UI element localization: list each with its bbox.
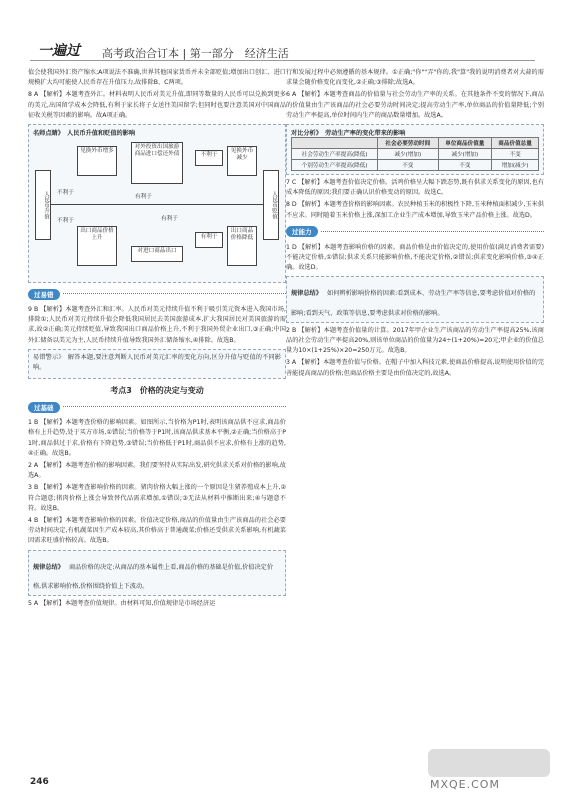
tip-box-title: 名师点睛》 人民币升值和贬值的影响 [33,130,136,138]
rule-title: 规律总结》 [33,563,64,571]
answer-9: 9 B 【解析】本题考查外汇和汇率。人民币对美元持续升值不利于吸引美元资本进入我国市场,排除①;人民币对美元持续升值会降低我国居民去美国旅游成本,扩大我国居民对美国旅游的需求,故②正确;美元持续贬值,导致我国出口商品价格上升,不利于我国外贸企业出口,③正确;中国外汇储备以美元为主,人民币持续升值导致我国外汇储备缩水,④排除。故选B。 [28,306,286,344]
warning-text: 易错警示》 解答本题,要注意判断人民币对美元汇率的变化方向,区分升值与贬值的不同影响。 [33,353,281,372]
ability-bar [286,225,544,239]
table-header: 社会必要劳动时间 [378,138,438,149]
answer-intro-right: 行和发展过程中必须遵循的基本规律。①正确;"你""弄"你的,我"算"我的说明消费者对大蒜的需求量会随价格变化而变化,②正确;③排除;故选A。 [286,69,544,87]
page-number: 246 [30,777,49,787]
diagram-node-7: 有利于 [195,232,223,248]
diagram-label-4: 不利于 [57,218,74,225]
diagram-node-4: 见换外币减少 [227,146,257,176]
rule-title-right: 规律总结》 [291,290,322,298]
basic-bar [28,400,286,414]
table-header-row [292,138,539,149]
error-prone-flag: 过易错 [28,289,60,300]
right-column [286,68,544,381]
diagram-label-3: 有利于 [161,216,178,223]
warning-box [28,349,286,379]
diagram-connector [51,204,263,205]
rule-box [28,550,286,596]
comparison-box [286,124,544,175]
table-cell: 增加(减少) [492,160,539,171]
error-prone-bar [28,287,286,301]
answer-2: 2 A 【解析】本题考查价格的影响因素。我们要坚持从实际出发,研究供求关系对价格的影响,故选A。 [28,462,286,480]
answer-8-right: 8 D 【解析】本题考查价格的影响因素。农民种植玉米的积极性下降,玉米种植面积减少,玉米供不应求。同时随着玉米价格上涨,深加工企业生产成本增加,导致玉米产品价格上涨。故选D。 [286,201,544,219]
table-cell: 社会劳动生产率提高(降低) [292,149,378,160]
table-header: 商品价值总量 [492,138,539,149]
table-header [292,138,378,149]
answer-2-right: 2 B 【解析】本题考查价值量的计算。2017年甲企业生产该商品的劳动生产率提高25%,该商品的社会劳动生产率提高20%,则该单位商品的价值量为24÷(1+20%)=20元;甲企业的价值总量为10×(1+25%)×20=250万元。故选B。 [286,326,544,355]
answer-5: 5 A 【解析】本题考查价值规律。由材料可知,价值规律是市场经济运 [28,600,216,608]
answer-1: 1 B 【解析】本题考查价格的影响因素。如图所示,当价格为P1时,表明该商品供不应求,商品价格有上升趋势,处于买方市场,①错误;当价格等于P1时,该商品供求基本平衡,②正确;当价格高于P1时,商品供过于求,价格有下降趋势,③错误;当价格低于P1时,商品供不应求,价格有上涨的趋势,④正确。故选B。 [28,419,286,457]
answer-3: 3 B 【解析】本题考查影响价格的因素。猪肉价格大幅上涨的一个原因是生猪养殖成本上升,②符合题意;猪肉价格上涨会导致替代品需求增加,①错误;③无法从材料中推断出来;④与题意不符。故选B。 [28,484,286,512]
diagram-node-5: 出口商品价格上升 [77,226,117,266]
answer-1-right: 1 D 【解析】本题考查影响价格的因素。商品价格是由价值决定的,使用价值(满足消费者需要)不能决定价格,①错误;供求关系只能影响价格,不能决定价格,②错误;供求变化影响价格,③④正确。故选D。 [286,243,544,272]
basic-flag: 过基础 [28,402,60,413]
diagram-node-9: 出口商品价格降低 [227,226,257,266]
page-header [0,0,563,62]
book-title: 高考政治合订本 | 第一部分 经济生活 [102,47,289,60]
comparison-table [291,137,539,171]
section-rule [63,406,287,408]
answer-intro: 值会使我国外汇资产缩水;A项说法不准确,世界其他国家货币并未全部贬值;增加出口创汇、进口规模扩大均可能使人民币存在升值压力,故排除B、C两项。 [28,69,286,87]
ability-flag: 过能力 [286,226,318,237]
table-header: 单位商品价值量 [438,138,492,149]
exchange-rate-diagram [33,140,281,276]
rule-text-right: 如何辨析影响价格的因素:看到成本、劳动生产率等信息,要考虑价值对价格的影响;看到天气、政策等信息,要考虑供求对价格的影响。 [291,290,536,317]
answer-7: 7 C 【解析】本题考查价值决定价格。活鸡价格呈大幅下跌态势,既有供求关系变化的原因,也有成本降低的原因;我们要正确认识价格变动的原因。故选C。 [286,179,544,197]
section-rule [321,231,545,233]
table-cell: 不变 [378,160,438,171]
diagram-node-8: 对进口商品出口 [131,246,183,262]
diagram-node-2: 对外投资出国旅游商品进口偿还外债 [131,142,183,184]
answer-8: 8 A 【解析】本题考查外汇。材料表明人民币对美元升值,即同等数量的人民币可以兑换到更多的美元,出国留学成本会降低,有利于家长将子女送往美国留学;但同时也要注意美国对中国商品征收关税等因素的影响。故A项正确。 [28,91,286,119]
tip-box [28,124,286,283]
diagram-label-2: 不利于 [57,190,74,197]
table-cell: 减少(增加) [438,149,492,160]
rule-box-right [286,276,544,322]
answer-6: 6 A 【解析】本题考查商品的价值量与社会劳动生产率的关系。在其他条件不变的情况下,商品的价值量由生产该商品的社会必要劳动时间决定;提高劳动生产率,单位商品的价值量降低;个别劳动生产率提高,单位时间内生产的商品数量增加。故选A。 [286,91,544,119]
rmb-appreciation-node: 人民币升值 [35,170,51,240]
watermark-text: MXQE.COM [430,778,500,791]
knowledge-point-title: 考点3 价格的决定与变动 [110,386,204,396]
answer-3-right: 3 A 【解析】本题考查价值与价格。在帽子中加入科技元素,使商品价格提高,说明使用价值的完善能提高商品的价格;但商品价格主要是由价值决定的,故选A。 [286,359,544,377]
series-logo: 一遍过 [38,43,80,59]
rule-text: 商品价格的决定:从商品的基本属性上看,商品价格的基础是价值,价值决定价格,供求影响价格,价格围绕价值上下波动。 [33,563,274,590]
table-cell: 不变 [438,160,492,171]
comparison-title: 对比分析》 劳动生产率的变化带来的影响 [291,130,406,138]
section-rule [63,293,287,295]
diagram-node-3: 不利于 [195,150,223,166]
table-cell: 个别劳动生产率提高(降低) [292,160,378,171]
table-cell: 不变 [492,149,539,160]
table-row [292,149,539,160]
table-row [292,160,539,171]
left-column [28,68,286,611]
table-cell: 减少(增加) [378,149,438,160]
diagram-node-1: 见换外币增多 [77,146,117,176]
answer-4: 4 B 【解析】本题考查影响价格的因素。价值决定价格,商品的价值量由生产该商品的社会必要劳动时间决定,有机蔬菜因生产成本较高,其价格高于普通蔬菜;价格还受供求关系影响,有机蔬菜因需求旺盛价格较高。故选B。 [28,517,286,545]
rmb-depreciation-node: 人民币贬值 [263,170,279,240]
header-divider [30,60,535,61]
diagram-label-1: 有利于 [135,194,152,201]
